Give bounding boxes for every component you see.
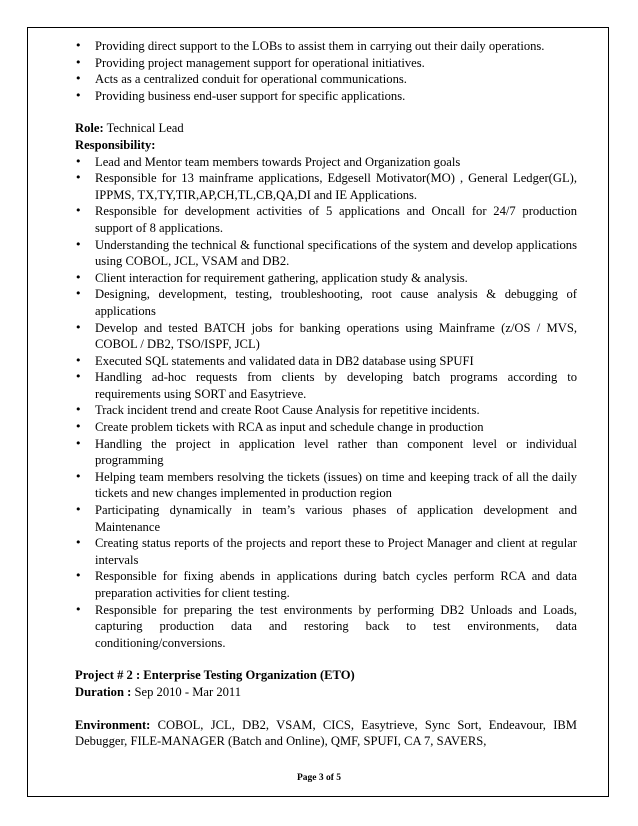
duration-line	[75, 684, 577, 701]
list-item: • Client interaction for requirement gathering, application study & analysis.	[75, 270, 577, 287]
list-item: • Handling ad-hoc requests from clients by developing batch programs according to requirements using SORT and Easytrieve.	[75, 369, 577, 402]
role-value: Technical Lead	[103, 121, 184, 136]
duration-label: Duration :	[75, 684, 132, 699]
list-item: • Participating dynamically in team’s various phases of application development and Maintenance	[75, 502, 577, 535]
role-line	[75, 120, 577, 137]
duration-value: Sep 2010 - Mar 2011	[131, 684, 242, 699]
document-body	[75, 38, 577, 750]
top-bullet-list	[75, 38, 577, 104]
list-item: • Responsible for preparing the test environments by performing DB2 Unloads and Loads, capturing production data and restoring back to test environments, data conditioning/conversions.	[75, 602, 577, 652]
project-title: Project # 2 : Enterprise Testing Organization (ETO)	[75, 668, 355, 683]
environment-value: COBOL, JCL, DB2, VSAM, CICS, Easytrieve, Sync Sort, Endeavour, IBM Debugger, FILE-MANAGER (Batch and Online), QMF, SPUFI, CA 7, SAVERS,	[75, 717, 577, 749]
spacer	[75, 701, 577, 717]
spacer	[75, 651, 577, 667]
list-item: • Providing business end-user support for specific applications.	[75, 88, 577, 105]
list-item: • Acts as a centralized conduit for operational communications.	[75, 71, 577, 88]
list-item: • Lead and Mentor team members towards Project and Organization goals	[75, 154, 577, 171]
responsibility-list	[75, 154, 577, 652]
list-item: • Responsible for 13 mainframe applications, Edgesell Motivator(MO) , General Ledger(GL), IPPMS, TX,TY,TIR,AP,CH,TL,CB,QA,DI and IE Applications.	[75, 170, 577, 203]
list-item: • Handling the project in application level rather than component level or individual programming	[75, 436, 577, 469]
responsibility-heading: Responsibility:	[75, 137, 156, 152]
page-number: Page 3 of 5	[296, 773, 342, 783]
list-item: • Create problem tickets with RCA as input and schedule change in production	[75, 419, 577, 436]
environment-label: Environment:	[75, 717, 151, 732]
role-label: Role:	[75, 121, 104, 136]
list-item: • Creating status reports of the projects and report these to Project Manager and client at regular intervals	[75, 535, 577, 568]
list-item: • Designing, development, testing, troubleshooting, root cause analysis & debugging of applications	[75, 286, 577, 319]
list-item: • Responsible for fixing abends in applications during batch cycles perform RCA and data preparation activities for client testing.	[75, 568, 577, 601]
list-item: • Develop and tested BATCH jobs for banking operations using Mainframe (z/OS / MVS, COBOL / DB2, TSO/ISPF, JCL)	[75, 320, 577, 353]
list-item: • Providing direct support to the LOBs to assist them in carrying out their daily operations.	[75, 38, 577, 55]
spacer	[75, 104, 577, 120]
list-item: • Understanding the technical & functional specifications of the system and develop applications using COBOL, JCL, VSAM and DB2.	[75, 237, 577, 270]
environment-line	[75, 717, 577, 750]
list-item: • Helping team members resolving the tickets (issues) on time and keeping track of all the daily tickets and new changes implemented in production region	[75, 469, 577, 502]
list-item: • Providing project management support for operational initiatives.	[75, 55, 577, 72]
list-item: • Track incident trend and create Root Cause Analysis for repetitive incidents.	[75, 402, 577, 419]
list-item: • Executed SQL statements and validated data in DB2 database using SPUFI	[75, 353, 577, 370]
list-item: • Responsible for development activities of 5 applications and Oncall for 24/7 production support of 8 applications.	[75, 203, 577, 236]
